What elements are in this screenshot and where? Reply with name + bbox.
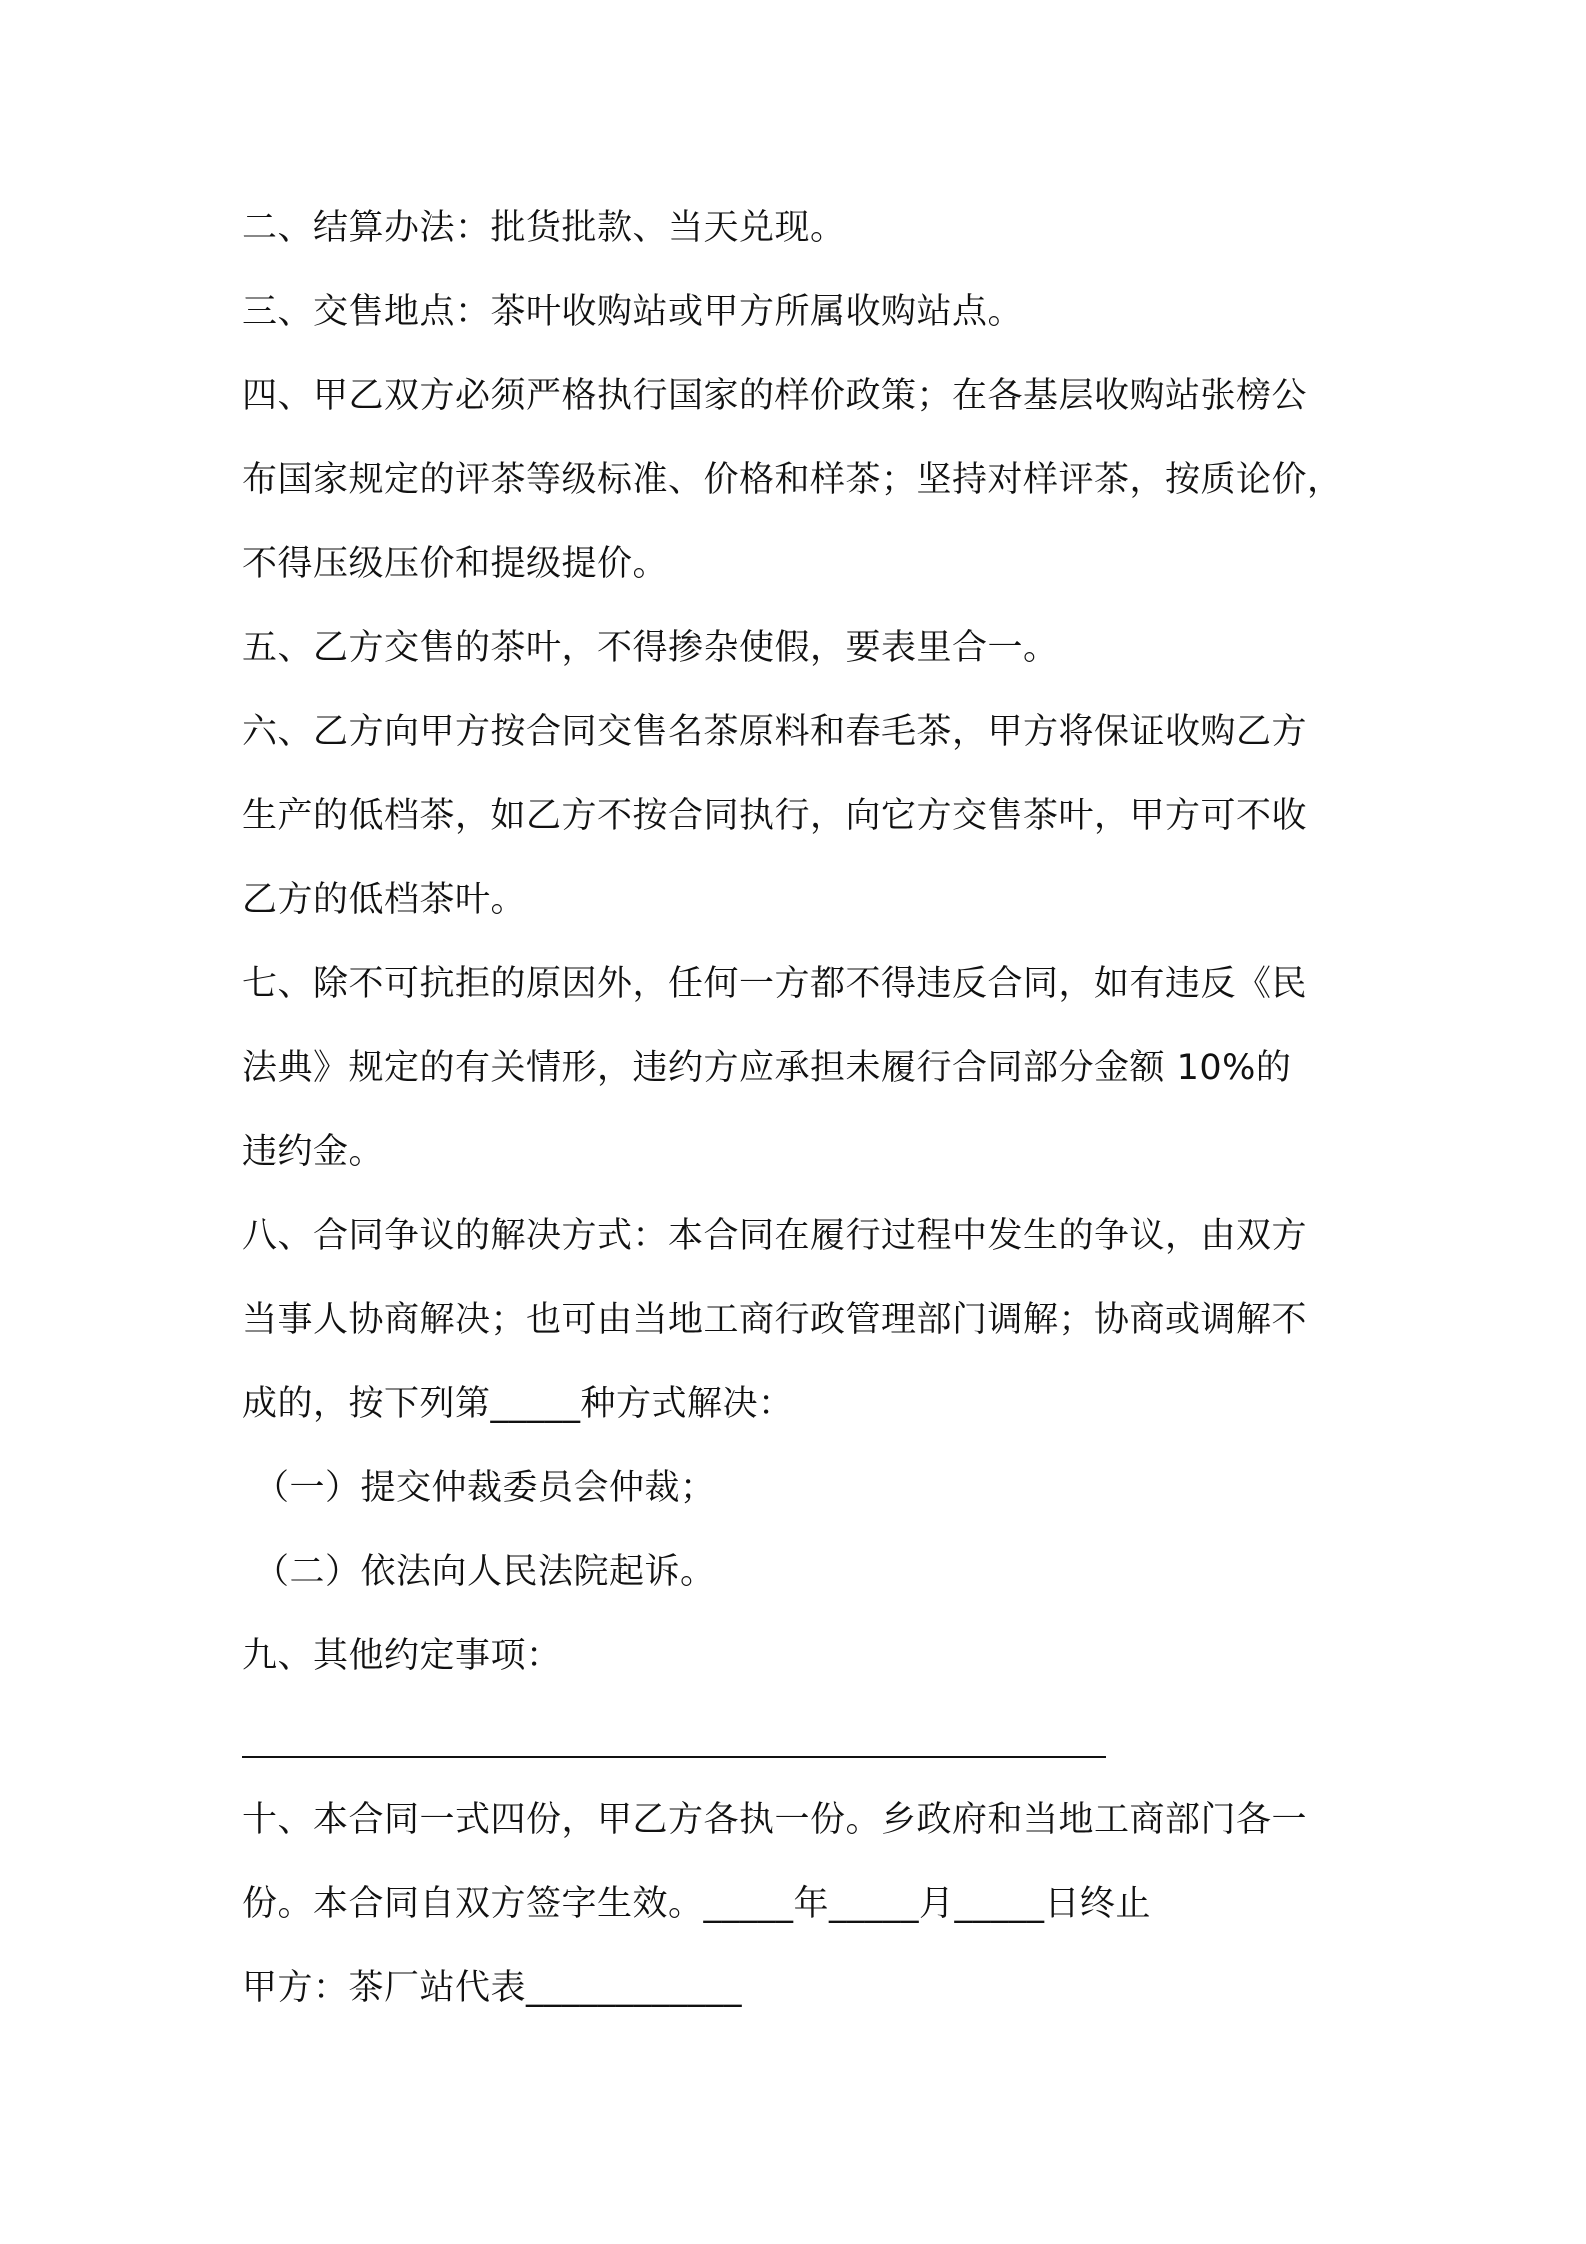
clause-4-line-3: 不得压级压价和提级提价。 (242, 544, 669, 584)
clause-9-other-matters: 九、其他约定事项： (242, 1636, 562, 1676)
clause-10-line-2: 份。本合同自双方签字生效。_____年_____月_____日终止 (242, 1884, 1152, 1924)
clause-6-line-1: 六、乙方向甲方按合同交售名茶原料和春毛茶，甲方将保证收购乙方 (242, 712, 1308, 752)
clause-7-line-2: 法典》规定的有关情形，违约方应承担未履行合同部分金额 10%的 (242, 1048, 1292, 1088)
fill-in-rule (242, 1756, 1106, 1758)
clause-2-settlement: 二、结算办法：批货批款、当天兑现。 (242, 208, 846, 248)
clause-7-line-1: 七、除不可抗拒的原因外，任何一方都不得违反合同，如有违反《民 (242, 964, 1308, 1004)
clause-5-quality: 五、乙方交售的茶叶，不得掺杂使假，要表里合一。 (242, 628, 1059, 668)
clause-7-line-3: 违约金。 (242, 1132, 385, 1172)
clause-8-line-1: 八、合同争议的解决方式：本合同在履行过程中发生的争议，由双方 (242, 1216, 1308, 1256)
clause-6-line-3: 乙方的低档茶叶。 (242, 880, 527, 920)
clause-8-option-1: （一）提交仲裁委员会仲裁； (254, 1468, 716, 1508)
clause-3-delivery-location: 三、交售地点：茶叶收购站或甲方所属收购站点。 (242, 292, 1024, 332)
clause-4-line-2: 布国家规定的评茶等级标准、价格和样茶；坚持对样评茶，按质论价， (242, 460, 1343, 500)
party-a-signature-line: 甲方：茶厂站代表____________ (242, 1968, 743, 2008)
clause-4-line-1: 四、甲乙双方必须严格执行国家的样价政策；在各基层收购站张榜公 (242, 376, 1308, 416)
clause-8-option-2: （二）依法向人民法院起诉。 (254, 1552, 716, 1592)
clause-8-line-3: 成的，按下列第_____种方式解决： (242, 1384, 794, 1424)
clause-6-line-2: 生产的低档茶，如乙方不按合同执行，向它方交售茶叶，甲方可不收 (242, 796, 1308, 836)
clause-8-line-2: 当事人协商解决；也可由当地工商行政管理部门调解；协商或调解不 (242, 1300, 1308, 1340)
clause-10-line-1: 十、本合同一式四份，甲乙方各执一份。乡政府和当地工商部门各一 (242, 1800, 1308, 1840)
